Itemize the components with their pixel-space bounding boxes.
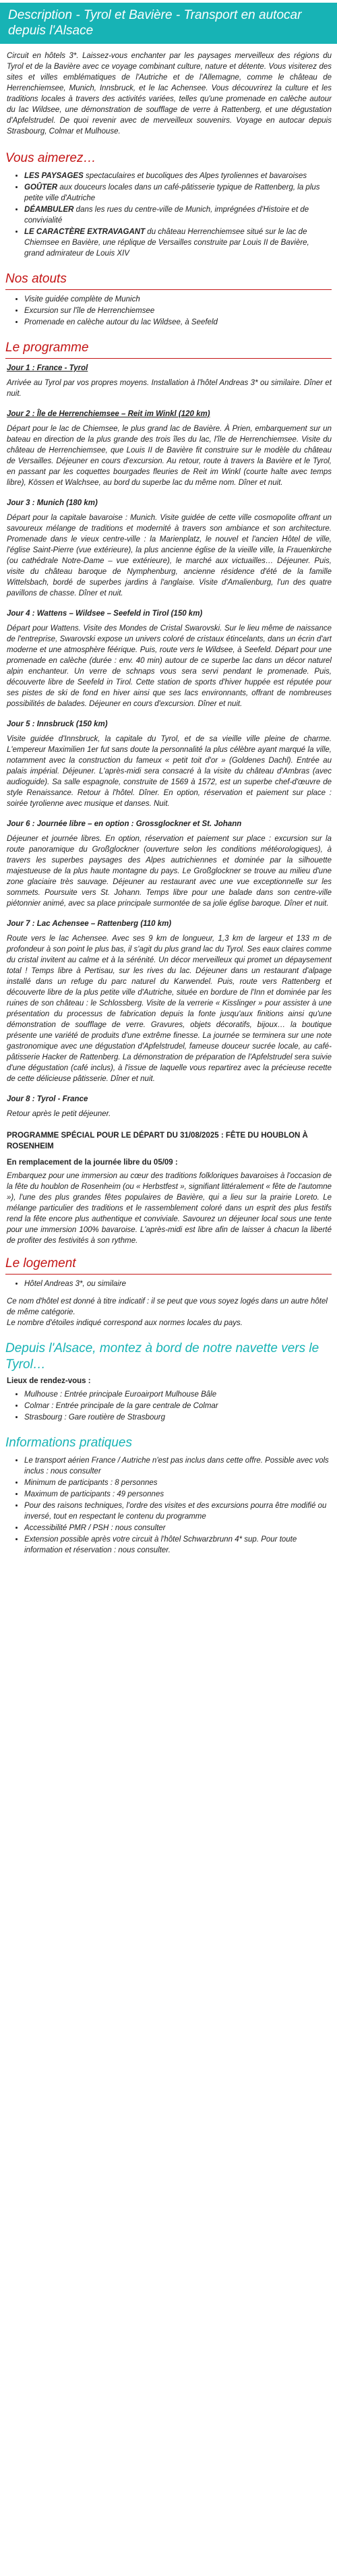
day-text: Déjeuner et journée libres. En option, réservation et paiement sur place : excursion sur la route panoramique du Großglockner (ouverture selon les conditions météorologiques), à travers les superbes paysages des Alpes autrichiennes et dominée par la silhouette majestueuse de la plus haute montagne du pays. Le Großglockner se trouve au milieu d'une zone glaciaire très sauvage. Déjeuner au restaurant avec une vue exceptionnelle sur les sommets. Poursuite vers St. Johann. Temps libre pour une balade dans son centre-ville piétonnier animé, avec sa place principale surmontée de sa jolie église baroque. Dîner et nuit. <box>7 835 332 908</box>
rendez-vous-list <box>0 1389 330 1423</box>
list-item: • Strasbourg : Gare routière de Strasbourg <box>24 1412 330 1423</box>
day-block <box>7 498 332 599</box>
list-item: • Maximum de participants : 49 personnes <box>24 1489 330 1500</box>
list-item: • Accessibilité PMR / PSH : nous consulter <box>24 1523 330 1533</box>
day-block <box>7 918 332 1084</box>
list-item: • Excursion sur l'île de Herrenchiemsee <box>24 305 330 316</box>
list-item <box>24 182 330 204</box>
day-block <box>7 363 332 399</box>
item-text: spectaculaires et bucoliques des Alpes tyroliennes et bavaroises <box>83 172 307 180</box>
informations-list <box>0 1455 330 1556</box>
day-title: Jour 7 : Lac Achensee – Rattenberg (110 km) <box>7 920 172 928</box>
day-text: Retour après le petit déjeuner. <box>7 1110 111 1118</box>
day-block <box>7 719 332 809</box>
day-title: Jour 2 : Île de Herrenchiemsee – Reit im Winkl (120 km) <box>7 410 210 418</box>
logement-list <box>0 1279 330 1289</box>
list-item: • Promenade en calèche autour du lac Wildsee, à Seefeld <box>24 317 330 328</box>
special-programme-subtitle: En remplacement de la journée libre du 05/09 : <box>7 1159 178 1167</box>
day-title: Jour 4 : Wattens – Wildsee – Seefeld in Tirol (150 km) <box>7 610 203 618</box>
list-item: • Hôtel Andreas 3*, ou similaire <box>24 1279 330 1289</box>
item-label: LES PAYSAGES <box>24 172 84 180</box>
list-item: • Mulhouse : Entrée principale Euroairport Mulhouse Bâle <box>24 1389 330 1400</box>
vous-aimerez-list <box>0 171 330 259</box>
section-heading-atouts: Nos atouts <box>5 271 332 290</box>
list-item: • Le transport aérien France / Autriche n'est pas inclus dans cette offre. Possible avec vols inclus : nous consulter <box>24 1455 330 1477</box>
item-label: GOÛTER <box>24 183 58 192</box>
day-text: Départ pour Wattens. Visite des Mondes de Cristal Swarovski. Sur le lieu même de naissance de l'entreprise, Swarovski expose un univers coloré de cristaux étincelants, dans un écrin d'art moderne et une atmosphère féérique. Puis, route vers le Wildsee, à Seefeld. Départ pour une promenade en calèche (durée : env. 40 min) autour de ce superbe lac dans un décor naturel alpin enchanteur. Un verre de schnaps vous sera servi pendant le promenade. Puis, découverte libre de Seefeld in Tirol. Cette station de sports d'hiver huppée est réputée pour ses pistes de ski de fond en hiver ainsi que ses lacs environnants, offrant de nombreuses possibilités de balades. Déjeuner en cours d'excursion. Dîner et nuit. <box>7 624 332 708</box>
page <box>0 3 337 1556</box>
list-item <box>24 227 330 259</box>
section-heading-vous-aimerez: Vous aimerez… <box>5 151 96 165</box>
day-text: Arrivée au Tyrol par vos propres moyens. Installation à l'hôtel Andreas 3* ou similaire. Dîner et nuit. <box>7 379 332 398</box>
item-text: dans les rues du centre-ville de Munich, imprégnées d'Histoire et de convivialité <box>24 206 309 225</box>
day-title: Jour 5 : Innsbruck (150 km) <box>7 720 108 728</box>
section-heading-informations: Informations pratiques <box>5 1436 132 1450</box>
item-text: aux douceurs locales dans un café-pâtisserie typique de Rattenberg, la plus petite ville d'Autriche <box>24 183 320 202</box>
page-title: Description - Tyrol et Bavière - Transport en autocar depuis l'Alsace <box>0 3 337 44</box>
list-item: • Extension possible après votre circuit à l'hôtel Schwarzbrunn 4* sup. Pour toute information et réservation : nous consulter. <box>24 1534 330 1556</box>
item-label: DÉAMBULER <box>24 206 74 214</box>
day-title: Jour 8 : Tyrol - France <box>7 1095 88 1103</box>
section-heading-logement: Le logement <box>5 1256 332 1275</box>
intro-paragraph: Circuit en hôtels 3*. Laissez-vous enchanter par les paysages merveilleux des régions du Tyrol et de la Bavière avec ce voyage combinant culture, nature et détente. Vous visiterez des sites et villes emblématiques de l'Autriche et de l'Allemagne, comme le château de Herrenchiemsee, Munich, Innsbruck, et le lac Achensee. Vous découvrirez la culture et les traditions locales à travers des activités variées, telles qu'une promenade en calèche autour du lac Wildsee, une démonstration de soufflage de verre à Rattenberg, et une dégustation d'Apfelstrudel. De quoi revenir avec de merveilleux souvenirs. Voyage en autocar depuis Strasbourg, Colmar et Mulhouse. <box>7 52 332 136</box>
day-block <box>7 819 332 909</box>
rendez-vous-heading: Lieux de rendez-vous : <box>7 1377 91 1385</box>
list-item: • Pour des raisons techniques, l'ordre des visites et des excursions pourra être modifié ou inversé, tout en respectant le contenu du programme <box>24 1500 330 1522</box>
section-heading-depuis-alsace: Depuis l'Alsace, montez à bord de notre navette vers le Tyrol… <box>5 1341 319 1372</box>
day-block <box>7 608 332 709</box>
day-text: Route vers le lac Achensee. Avec ses 9 km de longueur, 1,3 km de largeur et 133 m de profondeur à son point le plus bas, il s'agit du plus grand lac du Tyrol. Ses eaux claires comme du cristal invitent au calme et à la sérénité. Un décor merveilleux qui promet un dépaysement total ! Temps libre à Pertisau, sur les rives du lac. Déjeuner dans un restaurant d'alpage installé dans un refuge du parc naturel du Karwendel. Puis, route vers Rattenberg et découverte libre de la plus petite ville d'Autriche, située en bordure de l'Inn et dominée par les ruines de son château : le Schlossberg. Visite de la verrerie « Kisslinger » pour assister à une présentation du processus de fabrication depuis la fonte jusqu'aux finitions ainsi qu'une démonstration de soufflage de verre. Gravures, objets décoratifs, bijoux… la boutique présente une variété de produits d'une extrême finesse. La journée se terminera sur une note gastronomique avec une dégustation d'Apfelstrudel, fameuse douceur sucrée locale, au café-pâtisserie Hacker de Rattenberg. La démonstration de préparation de l'Apfelstrudel sera suivie d'une dégustation (café inclus), à l'issue de laquelle vous repartirez avec la précieuse recette de cette délicieuse pâtisserie. Dîner et nuit. <box>7 935 332 1083</box>
section-heading-programme: Le programme <box>5 340 332 359</box>
atouts-list <box>0 294 330 328</box>
special-programme-text: Embarquez pour une immersion au cœur des traditions folkloriques bavaroises à l'occasion de la fête du houblon de Rosenheim (ou « Herbstfest », signifiant littéralement « fête de l'automne »), l'une des plus grandes fêtes populaires de Bavière, qui a lieu sur la prairie Loreto. Le mélange particulier des traditions et le rassemblement coloré dans un esprit des plus festifs rend la fête encore plus authentique et conviviale. Savourez un déjeuner local sous une tente pour une immersion 100% bavaroise. L'après-midi est libre afin de laisser à chacun la liberté de profiter des festivités à son rythme. <box>7 1172 332 1245</box>
special-programme-title: PROGRAMME SPÉCIAL POUR LE DÉPART DU 31/08/2025 : FÊTE DU HOUBLON À ROSENHEIM <box>7 1132 308 1150</box>
day-title: Jour 3 : Munich (180 km) <box>7 499 98 507</box>
day-block <box>7 409 332 488</box>
list-item: • Colmar : Entrée principale de la gare centrale de Colmar <box>24 1401 330 1411</box>
day-block <box>7 1094 332 1119</box>
day-text: Départ pour la capitale bavaroise : Munich. Visite guidée de cette ville cosmopolite offrant un savoureux mélange de traditions et modernité à travers son ambiance et son architecture. Promenade dans le vieux centre-ville : la Marienplatz, le nouvel et l'ancien Hôtel de ville, l'église Saint-Pierre (vue extérieure), la plus ancienne église de la vieille ville, la Frauenkirche (ou cathédrale Notre-Dame – vue extérieure), le marché aux victuailles… Déjeuner. Puis, visite du château baroque de Nymphenburg, ancienne résidence d'été de la famille Wittelsbach, bordé de superbes jardins à l'anglaise. Visite d'Amalienburg, l'un des quatre pavillons de chasse. Dîner et nuit. <box>7 514 332 597</box>
list-item: • Minimum de participants : 8 personnes <box>24 1477 330 1488</box>
list-item: • Visite guidée complète de Munich <box>24 294 330 305</box>
day-text: Départ pour le lac de Chiemsee, le plus grand lac de Bavière. À Prien, embarquement sur un bateau en direction de la plus grande des trois îles du lac, l'île de Herrenchiemsee. Visite du château de Herrenchiemsee, que Louis II de Bavière fit construire sur le modèle du château de Versailles. Déjeuner en cours d'excursion. Au retour, route à travers la Bavière et le Tyrol, en passant par les coquettes bourgades fleuries de Reit im Winkl (courte halte avec temps libre), Kössen et Walchsee, au bord du superbe lac du même nom. Dîner et nuit. <box>7 425 332 487</box>
day-title: Jour 6 : Journée libre – en option : Grossglockner et St. Johann <box>7 820 242 828</box>
list-item <box>24 204 330 226</box>
day-text: Visite guidée d'Innsbruck, la capitale du Tyrol, et de sa vieille ville pleine de charme. L'empereur Maximilien 1er fut sans doute la personnalité la plus célèbre ayant marqué la ville, notamment avec la construction du fameux « petit toit d'or » (Goldenes Dachl). Entrée au palais impérial. Déjeuner. L'après-midi sera consacré à la visite du château d'Ambras (avec audioguide). Sa salle espagnole, construite de 1569 à 1572, est un superbe chef-d'œuvre de style Renaissance. Retour à l'hôtel. Dîner. En option, réservation et paiement sur place : soirée tyrolienne avec musique et danses. Nuit. <box>7 735 332 808</box>
logement-note: Ce nom d'hôtel est donné à titre indicatif : il se peut que vous soyez logés dans un autre hôtel de même catégorie. Le nombre d'étoiles indiqué correspond aux normes locales du pays. <box>7 1297 328 1327</box>
special-programme-block <box>7 1171 332 1246</box>
day-title: Jour 1 : France - Tyrol <box>7 364 88 372</box>
list-item <box>24 171 330 181</box>
item-text: du château Herrenchiemsee situé sur le lac de Chiemsee en Bavière, une réplique de Versailles construite par Louis II de Bavière, grand admirateur de Louis XIV <box>24 228 309 258</box>
item-label: LE CARACTÈRE EXTRAVAGANT <box>24 228 146 236</box>
